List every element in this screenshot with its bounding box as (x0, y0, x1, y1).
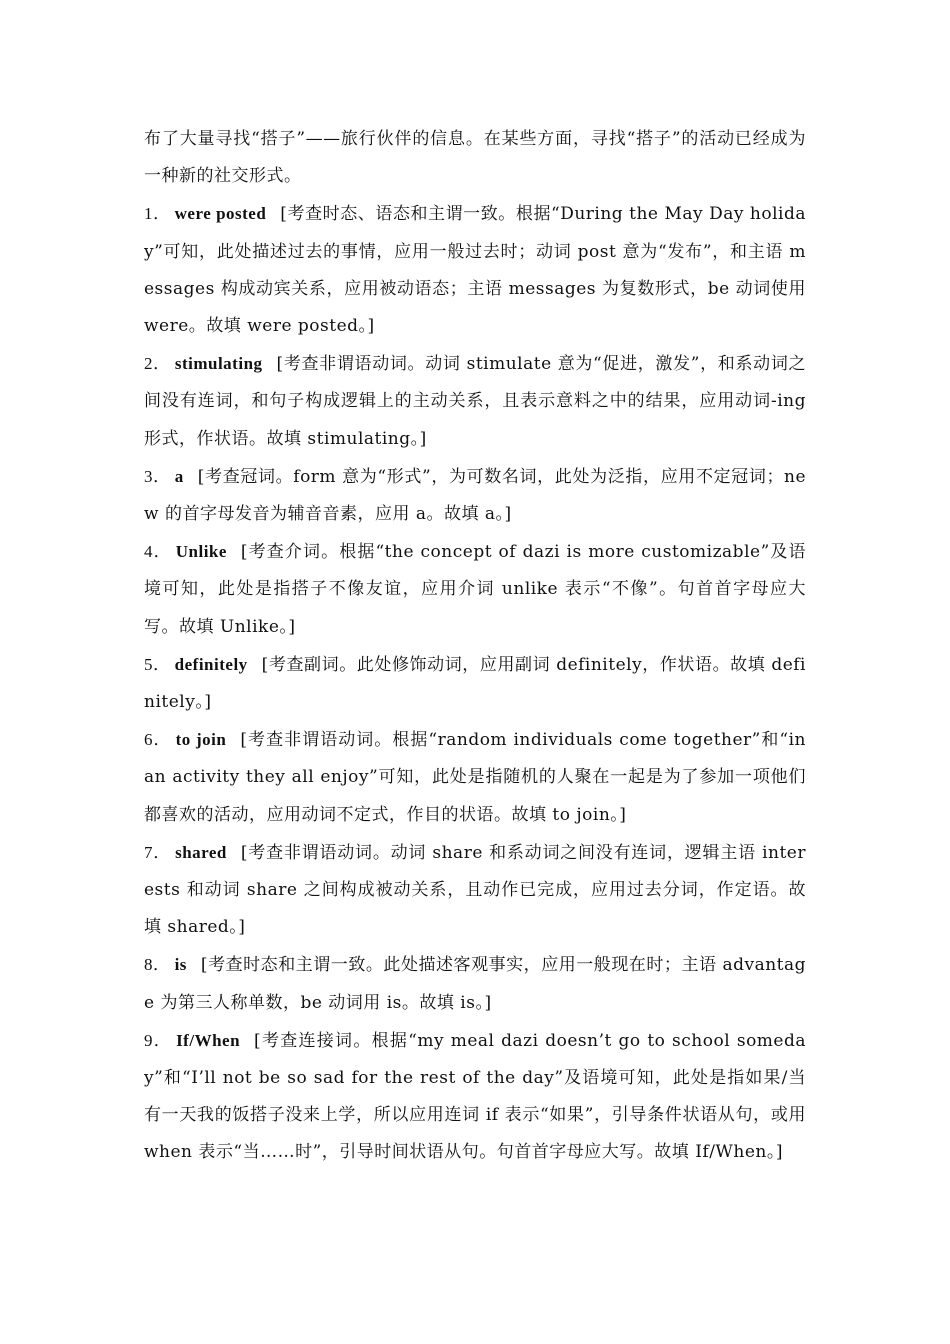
answer-explanation: [考查时态和主谓一致。此处描述客观事实，应用一般现在时；主语 advantage 为第三人称单数，be 动词用 is。故填 is。] (144, 955, 807, 1013)
answer-item-7 (144, 834, 806, 947)
answer-item-2 (144, 345, 806, 458)
answer-explanation: [考查非谓语动词。动词 share 和系动词之间没有连词，逻辑主语 interests 和动词 share 之间构成被动关系，且动作已完成，应用过去分词，作定语。故填 shared。] (144, 842, 806, 938)
intro-paragraph: 布了大量寻找“搭子”——旅行伙伴的信息。在某些方面，寻找“搭子”的活动已经成为一种新的社交形式。 (144, 129, 806, 187)
answer-number: 2． (144, 354, 171, 374)
answer-explanation: [考查冠词。form 意为“形式”，为可数名词，此处为泛指，应用不定冠词；new 的首字母发音为辅音音素，应用 a。故填 a。] (144, 466, 807, 525)
answer-text: is (174, 955, 187, 975)
answer-number: 4． (144, 542, 172, 562)
answer-explanation: [考查副词。此处修饰动词，应用副词 definitely，作状语。故填 definitely。] (144, 654, 806, 713)
answer-text: shared (175, 842, 227, 862)
answer-text: If/When (176, 1030, 241, 1050)
answer-text: Unlike (175, 542, 227, 562)
answer-text: to join (175, 730, 227, 750)
answer-item-4 (144, 533, 806, 646)
answer-item-5 (144, 646, 806, 721)
answer-item-1 (144, 195, 806, 345)
answer-number: 7． (144, 842, 172, 862)
answer-text: stimulating (174, 354, 263, 374)
answer-number: 9． (144, 1030, 173, 1050)
answer-number: 5． (144, 654, 171, 674)
answer-explanation: [考查连接词。根据“my meal dazi doesn’t go to school someday”和“I’ll not be so sad for the rest of the day”及语境可知，此处是指如果/当有一天我的饭搭子没来上学，所以应用连词 if 表示“如果”，引导条件状语从句，或用 when 表示“当……时”，引导时间状语从句。句首首字母应大写。故填 If/When。] (144, 1030, 806, 1163)
answer-explanation: [考查时态、语态和主谓一致。根据“During the May Day holiday”可知，此处描述过去的事情，应用一般过去时；动词 post 意为“发布”，和主语 messages 构成动宾关系，应用被动语态；主语 messages 为复数形式，be 动词使用 were。故填 were posted。] (144, 204, 806, 337)
answer-text: definitely (174, 654, 248, 674)
answer-text: a (174, 466, 184, 486)
answer-explanation: [考查介词。根据“the concept of dazi is more customizable”及语境可知，此处是指搭子不像友谊，应用介词 unlike 表示“不像”。句首首字母应大写。故填 Unlike。] (144, 542, 806, 637)
answer-item-9 (144, 1022, 806, 1172)
answer-item-6 (144, 721, 806, 834)
answer-number: 3． (144, 466, 171, 486)
answer-item-3 (144, 458, 806, 533)
answer-item-8 (144, 946, 806, 1021)
answer-explanation: [考查非谓语动词。动词 stimulate 意为“促进，激发”，和系动词之间没有连词，和句子构成逻辑上的主动关系，且表示意料之中的结果，应用动词-ing 形式，作状语。故填 stimulating。] (144, 354, 806, 449)
answer-number: 8． (144, 955, 171, 975)
answer-text: were posted (174, 204, 267, 224)
answer-number: 6． (144, 730, 172, 750)
answer-explanation: [考查非谓语动词。根据“random individuals come together”和“in an activity they all enjoy”可知，此处是指随机的人聚在一起是为了参加一项他们都喜欢的活动，应用动词不定式，作目的状语。故填 to join。] (144, 730, 807, 825)
answer-number: 1． (144, 204, 171, 224)
